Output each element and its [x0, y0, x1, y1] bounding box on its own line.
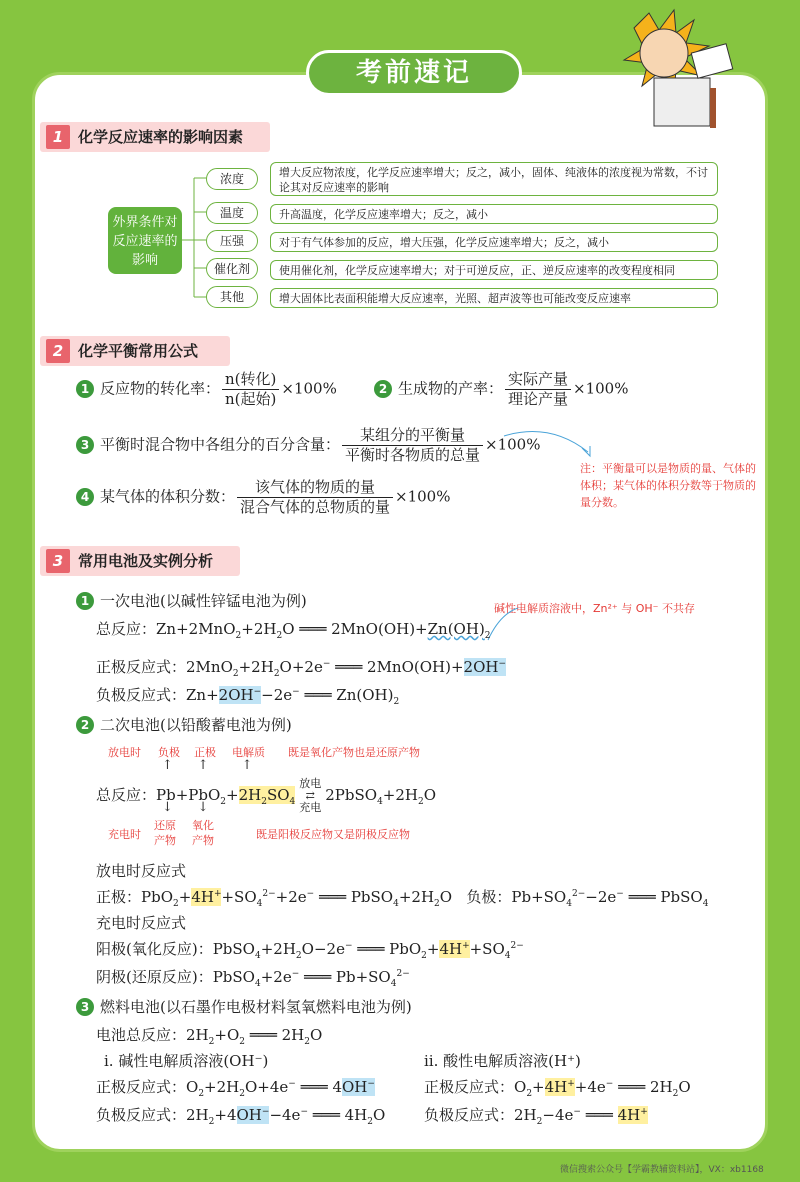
discharge-equations: 正极：$PbO_2+4H^++SO_4^{2-}+2e^-$ ═══ $PbSO_4+2H_2O$ 负极：$Pb+SO_4^{2-}-2e^-$ ═══ PbSO$_4$	[96, 888, 709, 909]
section-3-header: 3 常用电池及实例分析	[40, 546, 240, 576]
mascot-illustration	[614, 8, 754, 136]
label-positive: 正极	[194, 746, 216, 759]
acid-title: ⅱ. 酸性电解质溶液(H⁺)	[424, 1052, 581, 1070]
charge-title: 充电时反应式	[96, 914, 187, 932]
label-both-reactants: 既是阳极反应物又是阴极反应物	[256, 828, 410, 841]
equilibrium-note: 注：平衡量可以是物质的量、气体的体积；某气体的体积分数等于物质的量分数。	[580, 462, 756, 509]
formula-conversion-rate: 1 反应物的转化率： $\frac{\text{n(转化)}}{\text{n(起始)}}$ ×100%	[76, 370, 337, 409]
primary-positive: 正极反应式：$2MnO_2+2H_2O+2e^-$ ═══ 2MnO(OH)+2OH−	[96, 658, 506, 679]
factor-temperature-desc: 升高温度，化学反应速率增大；反之，减小	[270, 204, 718, 224]
anode-equation: 阳极(氧化反应)：$PbSO_4+2H_2O-2e^-$ ═══ $PbO_2+4H^++SO_4^{2-}$	[96, 940, 524, 961]
alkaline-title: ⅰ. 碱性电解质溶液(OH⁻)	[104, 1052, 269, 1070]
cathode-equation: 阴极(还原反应)：PbSO$_4$+2e− ═══ $Pb+SO_4^{2-}$	[96, 968, 410, 989]
factor-pressure: 压强	[206, 230, 258, 252]
factor-other: 其他	[206, 286, 258, 308]
label-electrolyte: 电解质	[232, 746, 265, 759]
secondary-total-reaction: 总反应：$Pb+PbO_2+2H_2SO_4$放电 ⇄ 充电$2PbSO_4+2H_2O$	[96, 777, 437, 814]
discharge-title: 放电时反应式	[96, 862, 187, 880]
label-oxidation-product: 氧化产物	[192, 819, 214, 847]
factors-root: 外界条件对反应速率的影响	[108, 207, 182, 274]
acid-positive: 正极反应式：$O_2+4H^++4e^-$ ═══ $2H_2O$	[424, 1078, 691, 1099]
primary-total-reaction: 总反应：$Zn+2MnO_2+2H_2O$ ═══ $2MnO(OH)+Zn(OH)_2$	[96, 620, 491, 641]
label-negative: 负极	[158, 746, 180, 759]
factor-catalyst: 催化剂	[206, 258, 258, 280]
alkaline-negative: 负极反应式：$2H_2+4OH^--4e^-$ ═══ $4H_2O$	[96, 1106, 386, 1127]
primary-negative: 负极反应式：Zn+2OH−−2e− ═══ $Zn(OH)_2$	[96, 686, 400, 707]
page-title: 考前速记	[306, 50, 522, 96]
label-reduction-product: 还原产物	[154, 819, 176, 847]
factor-other-desc: 增大固体比表面积能增大反应速率，光照、超声波等也可能改变反应速率	[270, 288, 718, 308]
label-charge: 充电时	[108, 828, 141, 841]
secondary-battery-title: 2 二次电池(以铅酸蓄电池为例)	[76, 714, 292, 735]
formula-percentage: 3 平衡时混合物中各组分的百分含量： $\frac{\text{某组分的平衡量}}{\text{平衡时各物质的总量}}$ ×100%	[76, 426, 540, 465]
alkaline-positive: 正极反应式：$O_2+2H_2O+4e^-$ ═══ 4OH−	[96, 1078, 375, 1099]
factor-temperature: 温度	[206, 202, 258, 224]
fuel-cell-total: 电池总反应：$2H_2+O_2$ ═══ $2H_2O$	[96, 1026, 323, 1047]
formula-volume-fraction: 4 某气体的体积分数： $\frac{\text{该气体的物质的量}}{\text{混合气体的总物质的量}}$ ×100%	[76, 478, 450, 517]
formula-yield: 2 生成物的产率： $\frac{\text{实际产量}}{\text{理论产量}}$ ×100%	[374, 370, 628, 409]
section-2-header: 2 化学平衡常用公式	[40, 336, 230, 366]
note-arrow	[500, 426, 596, 462]
label-both-products: 既是氧化产物也是还原产物	[288, 746, 420, 759]
factor-concentration-desc: 增大反应物浓度，化学反应速率增大；反之，减小，固体、纯液体的浓度视为常数，不讨论其对反应速率的影响	[270, 162, 718, 196]
factor-catalyst-desc: 使用催化剂，化学反应速率增大；对于可逆反应，正、逆反应速率的改变程度相同	[270, 260, 718, 280]
factor-pressure-desc: 对于有气体参加的反应，增大压强，化学反应速率增大；反之，减小	[270, 232, 718, 252]
zn-oh-note: 碱性电解质溶液中，Zn²⁺ 与 OH⁻ 不共存	[494, 602, 695, 615]
acid-negative: 负极反应式：$2H_2-4e^-$ ═══ 4H+	[424, 1106, 648, 1127]
primary-battery-title: 1 一次电池(以碱性锌锰电池为例)	[76, 590, 307, 611]
footer-watermark: 微信搜索公众号【学霸教辅资料站】，VX：xb1168	[560, 1165, 764, 1175]
section-1-header: 1 化学反应速率的影响因素	[40, 122, 270, 152]
fuel-cell-title: 3 燃料电池(以石墨作电极材料氢氧燃料电池为例)	[76, 996, 412, 1017]
factor-concentration: 浓度	[206, 168, 258, 190]
tree-connector	[182, 160, 208, 310]
label-discharge: 放电时	[108, 746, 141, 759]
